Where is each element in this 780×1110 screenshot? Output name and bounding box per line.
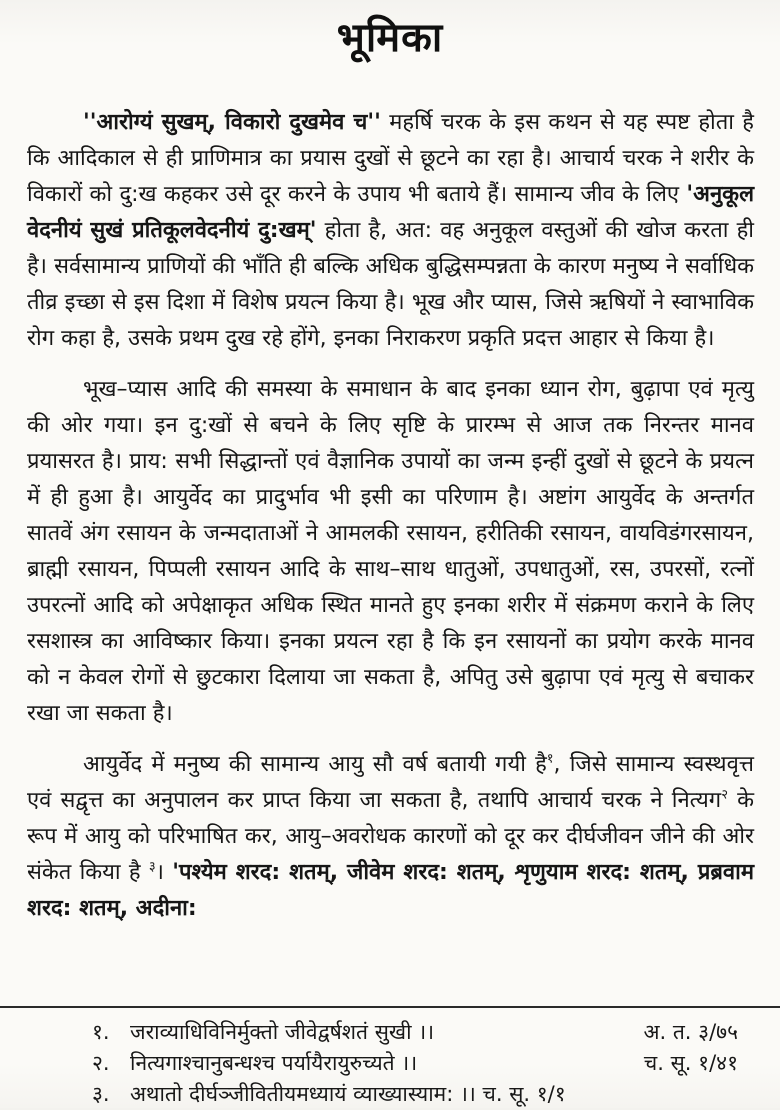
footnote-marker: १ [546, 751, 554, 767]
footnote-item [92, 1017, 738, 1048]
paragraph [27, 372, 754, 732]
footnote-number: १. [92, 1020, 110, 1044]
footnote-item [92, 1079, 738, 1110]
footnote-text: जराव्याधिविनिर्मुक्तो जीवेद्वर्षशतं सुखी ।। [130, 1020, 435, 1044]
footnote-marker: ३ [148, 859, 156, 875]
text-run: के रूप में आयु को परिभाषित कर, आयु–अवरोधक कारणों को दूर कर दीर्घजीवन जीने की ओर संकेत किया है [27, 788, 754, 885]
footnote-number: २. [92, 1051, 110, 1075]
text-run: होता है, अत: वह अनुकूल वस्तुओं की खोज करता ही है। सर्वसामान्य प्राणियों की भाँति ही बल्कि अधिक बुद्धिसम्पन्नता के कारण मनुष्य ने सर्वाधिक तीव्र इच्छा से इस दिशा में विशेष प्रयत्न किया है। भूख और प्यास, जिसे ऋषियों ने स्वाभाविक रोग कहा है, उसके प्रथम दुख रहे होंगे, इनका निराकरण प्रकृति प्रदत्त आहार से किया है। [27, 218, 754, 351]
paragraphs [0, 105, 780, 927]
footnote-item [92, 1048, 738, 1079]
text-run: महर्षि चरक के इस कथन से यह स्पष्ट होता है कि आदिकाल से ही प्राणिमात्र का प्रयास दुखों से छूटने का रहा है। आचार्य चरक ने शरीर के विकारों को दु:ख कहकर उसे दूर करने के उपाय भी बताये हैं। सामान्य जीव के लिए [27, 110, 754, 207]
footnote-marker: २ [721, 787, 728, 803]
footnotes-list [92, 1017, 738, 1110]
footnote-text: नित्यगाश्चानुबन्धश्च पर्यायैरायुरुच्यते ।। [130, 1051, 418, 1075]
footnotes-section [0, 1006, 780, 1108]
text-run: आयुर्वेद में मनुष्य की सामान्य आयु सौ वर्ष बतायी गयी है [83, 752, 547, 777]
footnote-text: अथातो दीर्घञ्जीवितीयमध्यायं व्याख्यास्याम: ।। च. सू. १/१ [130, 1082, 566, 1106]
text-run: 'अनुकूल वेदनीयं सुखं प्रतिकूलवेदनीयं दु:खम्' [27, 182, 754, 243]
footnote-reference: च. सू. १/४१ [643, 1051, 738, 1075]
paragraph [27, 747, 754, 927]
text-run: ''आरोग्यं सुखम्, विकारो दुखमेव च'' [83, 110, 381, 135]
text-run: भूख–प्यास आदि की समस्या के समाधान के बाद इनका ध्यान रोग, बुढ़ापा एवं मृत्यु की ओर गया। इन दु:खों से बचने के लिए सृष्टि के प्रारम्भ से आज तक निरन्तर मानव प्रयासरत है। प्राय: सभी सिद्धान्तों एवं वैज्ञानिक उपायों का जन्म इन्हीं दुखों से छूटने के प्रयत्न में ही हुआ है। आयुर्वेद का प्रादुर्भाव भी इसी का परिणाम है। अष्टांग आयुर्वेद के अन्तर्गत सातवें अंग रसायन के जन्मदाताओं ने आमलकी रसायन, हरीतिकी रसायन, वायविडंगरसायन, ब्राह्मी रसायन, पिप्पली रसायन आदि के साथ–साथ धातुओं, उपधातुओं, रस, उपरसों, रत्नों उपरत्नों आदि को अपेक्षाकृत अधिक स्थित मानते हुए इनका शरीर में संक्रमण कराने के लिए रसशास्त्र का आविष्कार किया। इनका प्रयत्न रहा है कि इन रसायनों का प्रयोग करके मानव को न केवल रोगों से छुटकारा दिलाया जा सकता है, अपितु उसे बुढ़ापा एवं मृत्यु से बचाकर रखा जा सकता है। [27, 377, 754, 726]
footnote-reference: अ. त. ३/७५ [643, 1020, 738, 1044]
footnote-number: ३. [92, 1082, 110, 1106]
text-run: 'पश्येम शरद: शतम्, जीवेम शरद: शतम्, शृणुयाम शरद: शतम्, प्रब्रवाम शरद: शतम्, अदीना: [27, 860, 754, 921]
page-title: भूमिका [336, 15, 444, 61]
text-run: , जिसे सामान्य स्वस्थवृत्त एवं सद्वृत्त का अनुपालन कर प्राप्त किया जा सकता है, तथापि आचार्य चरक ने नित्यग [27, 752, 754, 813]
paragraph [27, 105, 754, 357]
text-run: । [155, 860, 173, 885]
